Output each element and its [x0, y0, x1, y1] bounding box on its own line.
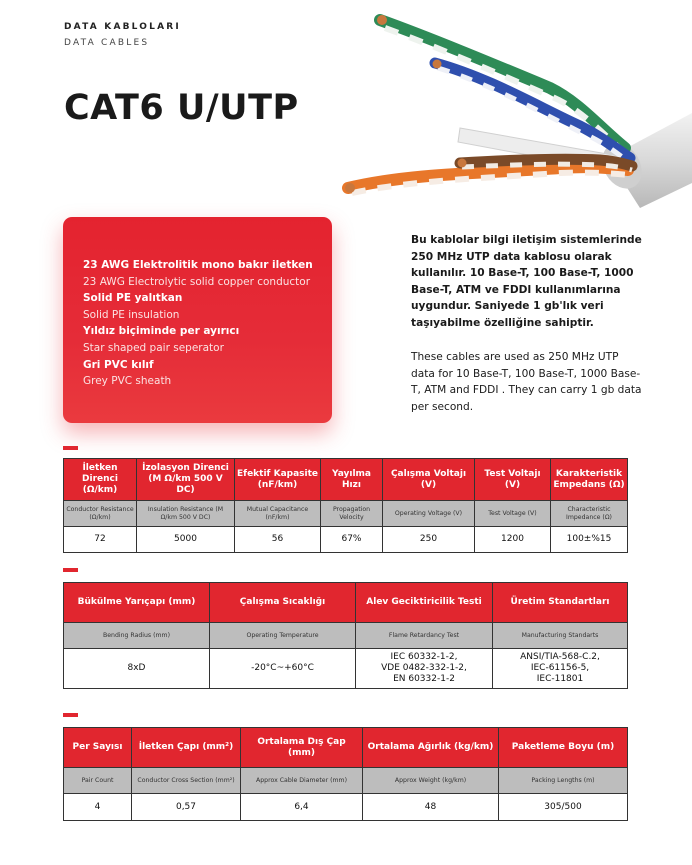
- header-cell: İzolasyon Direnci (M Ω/km 500 V DC): [137, 459, 235, 501]
- value-cell: -20°C~+60°C: [210, 649, 356, 689]
- mechanical-specs-table: [63, 582, 628, 689]
- feature-en: Solid PE insulation: [83, 308, 180, 321]
- header-cell: Yayılma Hızı: [321, 459, 383, 501]
- section-marker: [63, 446, 78, 450]
- subheader-cell: Insulation Resistance (M Ω/km 500 V DC): [137, 501, 235, 527]
- value-cell: 6,4: [241, 794, 363, 821]
- subheader-cell: Conductor Cross Section (mm²): [132, 768, 241, 794]
- value-cell: 56: [235, 527, 321, 553]
- product-title: CAT6 U/UTP: [64, 88, 299, 128]
- value-cell: 4: [64, 794, 132, 821]
- features-card: [63, 217, 332, 423]
- value-cell: 8xD: [64, 649, 210, 689]
- value-cell: 67%: [321, 527, 383, 553]
- header-cell: Per Sayısı: [64, 728, 132, 768]
- value-cell: 1200: [475, 527, 551, 553]
- subheader-cell: Test Voltage (V): [475, 501, 551, 527]
- subheader-cell: Conductor Resistance (Ω/km): [64, 501, 137, 527]
- value-cell: 72: [64, 527, 137, 553]
- feature-en: Star shaped pair seperator: [83, 341, 224, 354]
- value-cell: 0,57: [132, 794, 241, 821]
- feature-tr: Solid PE yalıtkan: [83, 292, 183, 305]
- electrical-specs-table: [63, 458, 628, 553]
- header-cell: Ortalama Ağırlık (kg/km): [363, 728, 499, 768]
- physical-specs-table: [63, 727, 628, 821]
- section-marker: [63, 713, 78, 717]
- value-cell: 5000: [137, 527, 235, 553]
- header-cell: Paketleme Boyu (m): [499, 728, 628, 768]
- description-tr: Bu kablolar bilgi iletişim sistemlerinde 250 MHz UTP data kablosu olarak kullanılır. 10 Base-T, 100 Base-T, 1000 Base-T, ATM ve FDDI kullanımlarına uygundur. Saniyede 1 gb'lık veri taşıyabilme özelliğine sahiptir.: [411, 234, 642, 329]
- subheader-cell: Approx Cable Diameter (mm): [241, 768, 363, 794]
- value-cell: IEC 60332-1-2, VDE 0482-332-1-2, EN 60332-1-2: [356, 649, 493, 689]
- feature-tr: 23 AWG Elektrolitik mono bakır iletken: [83, 259, 313, 271]
- value-cell: 305/500: [499, 794, 628, 821]
- subheader-cell: Approx Weight (kg/km): [363, 768, 499, 794]
- cable-illustration: [340, 8, 692, 208]
- feature-tr: Gri PVC kılıf: [83, 358, 154, 371]
- header-cell: Karakteristik Empedans (Ω): [551, 459, 628, 501]
- subheader-cell: Propagation Velocity: [321, 501, 383, 527]
- feature-tr: Yıldız biçiminde per ayırıcı: [83, 325, 240, 338]
- header-cell: Bükülme Yarıçapı (mm): [64, 583, 210, 623]
- subheader-cell: Bending Radius (mm): [64, 623, 210, 649]
- header-cell: Çalışma Voltajı (V): [383, 459, 475, 501]
- header-cell: Üretim Standartları: [493, 583, 628, 623]
- feature-en: 23 AWG Electrolytic solid copper conductor: [83, 275, 311, 288]
- header-cell: Ortalama Dış Çap (mm): [241, 728, 363, 768]
- subheader-cell: Operating Voltage (V): [383, 501, 475, 527]
- header-cell: Test Voltajı (V): [475, 459, 551, 501]
- header-cell: İletken Direnci (Ω/km): [64, 459, 137, 501]
- subheader-cell: Pair Count: [64, 768, 132, 794]
- subheader-cell: Flame Retardancy Test: [356, 623, 493, 649]
- header-cell: Çalışma Sıcaklığı: [210, 583, 356, 623]
- section-marker: [63, 568, 78, 572]
- header-cell: İletken Çapı (mm²): [132, 728, 241, 768]
- header-cell: Efektif Kapasite (nF/km): [235, 459, 321, 501]
- subheader-cell: Mutual Capacitance (nF/km): [235, 501, 321, 527]
- value-cell: 100±%15: [551, 527, 628, 553]
- feature-en: Grey PVC sheath: [83, 375, 172, 388]
- description-en: These cables are used as 250 MHz UTP data for 10 Base-T, 100 Base-T, 1000 Base-T, ATM and FDDI . They can carry 1 gb data per second.: [411, 351, 642, 413]
- category-title-en: DATA CABLES: [64, 38, 150, 48]
- subheader-cell: Operating Temperature: [210, 623, 356, 649]
- header-cell: Alev Geciktiricilik Testi: [356, 583, 493, 623]
- value-cell: ANSI/TIA-568-C.2, IEC-61156-5, IEC-11801: [493, 649, 628, 689]
- subheader-cell: Manufacturing Standarts: [493, 623, 628, 649]
- value-cell: 48: [363, 794, 499, 821]
- subheader-cell: Packing Lengths (m): [499, 768, 628, 794]
- category-title-tr: DATA KABLOLARI: [64, 22, 181, 32]
- subheader-cell: Characteristic Impedance (Ω): [551, 501, 628, 527]
- value-cell: 250: [383, 527, 475, 553]
